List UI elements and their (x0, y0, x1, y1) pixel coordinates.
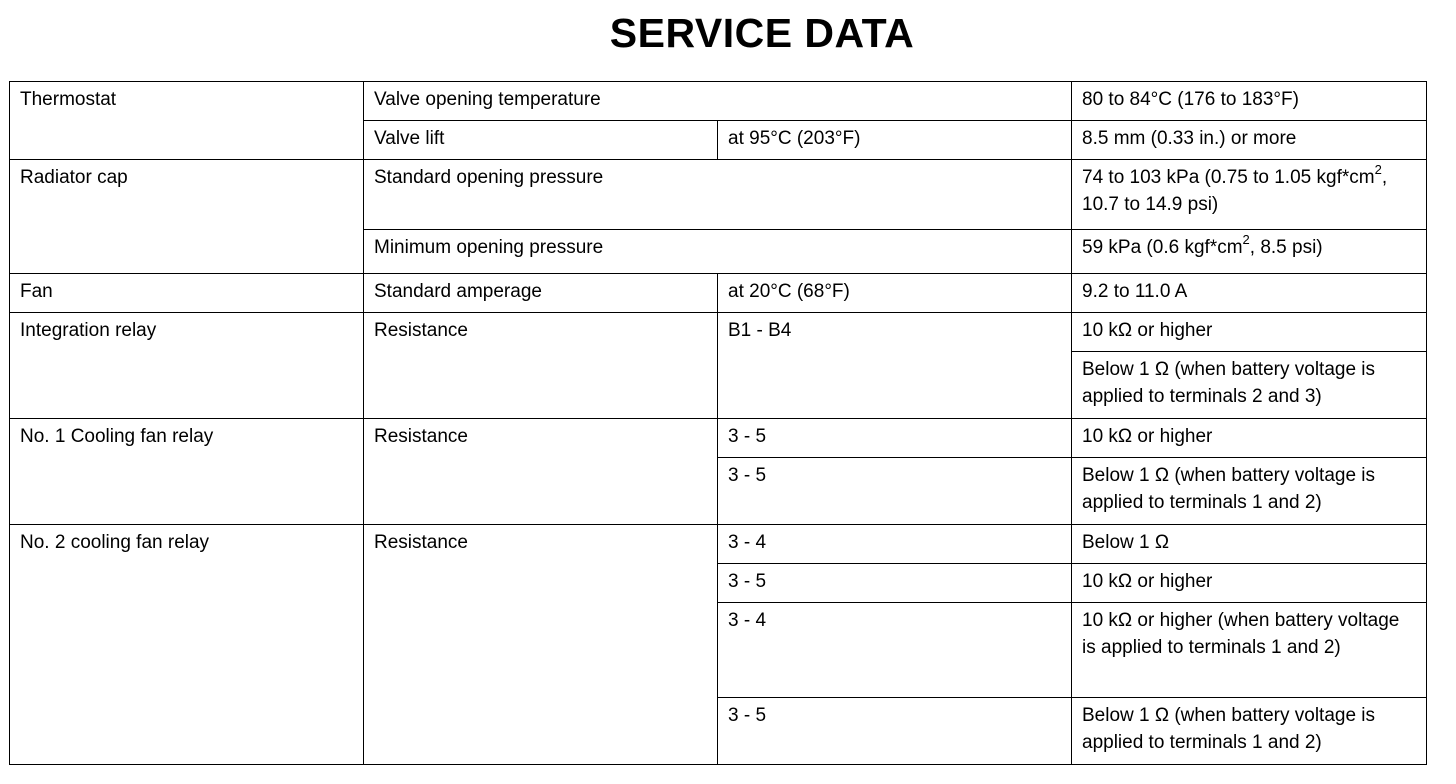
superscript: 2 (1242, 231, 1250, 247)
condition-cell: at 20°C (68°F) (718, 274, 1072, 313)
terminals-cell: 3 - 5 (718, 458, 1072, 525)
table-row (10, 82, 1427, 121)
value-cell: Below 1 Ω (when battery voltage is applied to terminals 1 and 2) (1072, 698, 1427, 765)
value-text: , 10.7 to 14.9 psi) (1082, 167, 1388, 215)
item-cell: Resistance (364, 419, 718, 525)
value-cell (1072, 160, 1427, 230)
value-cell: Below 1 Ω (when battery voltage is applied to terminals 2 and 3) (1072, 352, 1427, 419)
table-row (10, 313, 1427, 352)
item-cell: Minimum opening pressure (364, 230, 1072, 274)
terminals-cell: 3 - 4 (718, 525, 1072, 564)
item-cell: Valve opening temperature (364, 82, 1072, 121)
value-cell: 10 kΩ or higher (1072, 313, 1427, 352)
superscript: 2 (1374, 161, 1382, 177)
table-row (10, 160, 1427, 230)
terminals-cell: 3 - 5 (718, 419, 1072, 458)
value-cell: 10 kΩ or higher (1072, 419, 1427, 458)
value-cell: 10 kΩ or higher (1072, 564, 1427, 603)
value-text: 74 to 103 kPa (0.75 to 1.05 kgf*cm (1082, 167, 1375, 188)
item-cell: Valve lift (364, 121, 718, 160)
value-cell: Below 1 Ω (1072, 525, 1427, 564)
value-text: 59 kPa (0.6 kgf*cm (1082, 237, 1243, 258)
value-cell: Below 1 Ω (when battery voltage is applied to terminals 1 and 2) (1072, 458, 1427, 525)
terminals-cell: 3 - 5 (718, 698, 1072, 765)
value-text: , 8.5 psi) (1249, 237, 1323, 258)
value-cell (1072, 230, 1427, 274)
condition-cell: at 95°C (203°F) (718, 121, 1072, 160)
terminals-cell: 3 - 4 (718, 603, 1072, 698)
page-title: SERVICE DATA (609, 10, 915, 56)
value-cell: 9.2 to 11.0 A (1072, 274, 1427, 313)
value-cell: 10 kΩ or higher (when battery voltage is applied to terminals 1 and 2) (1072, 603, 1427, 698)
terminals-cell: 3 - 5 (718, 564, 1072, 603)
component-cell: Thermostat (10, 82, 364, 160)
component-cell: Integration relay (10, 313, 364, 419)
item-cell: Resistance (364, 313, 718, 419)
table-row (10, 419, 1427, 458)
terminals-cell: B1 - B4 (718, 313, 1072, 419)
table-row (10, 274, 1427, 313)
item-cell: Standard opening pressure (364, 160, 1072, 230)
service-data-table (9, 81, 1427, 765)
component-cell: Radiator cap (10, 160, 364, 274)
table-row (10, 525, 1427, 564)
value-cell: 80 to 84°C (176 to 183°F) (1072, 82, 1427, 121)
item-cell: Standard amperage (364, 274, 718, 313)
value-cell: 8.5 mm (0.33 in.) or more (1072, 121, 1427, 160)
component-cell: No. 1 Cooling fan relay (10, 419, 364, 525)
item-cell: Resistance (364, 525, 718, 765)
component-cell: No. 2 cooling fan relay (10, 525, 364, 765)
component-cell: Fan (10, 274, 364, 313)
